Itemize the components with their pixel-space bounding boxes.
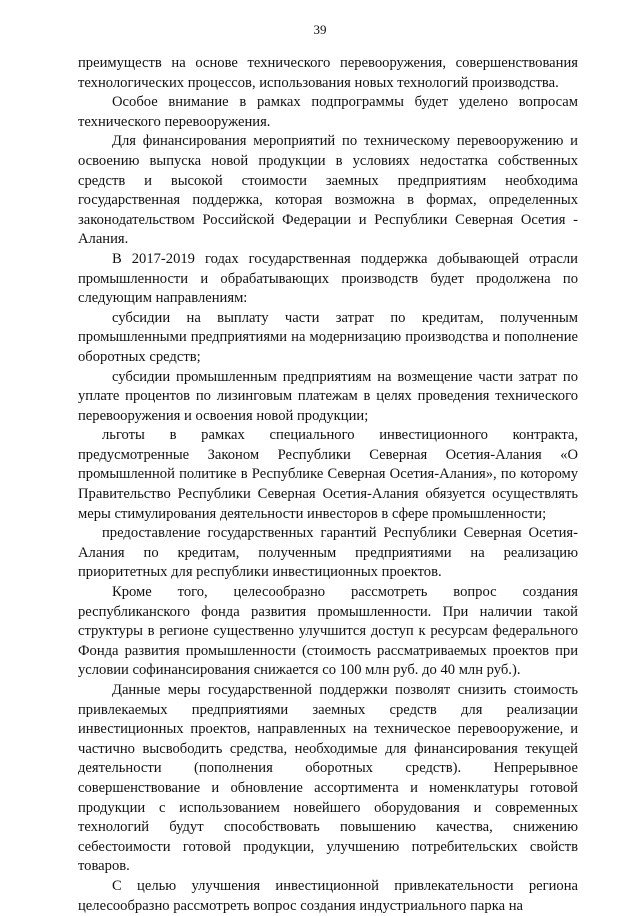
body-text [78,54,578,916]
paragraph: субсидии на выплату части затрат по кредитам, полученным промышленными предприятиями на модернизацию производства и пополнение оборотных средств; [78,309,578,365]
page-number: 39 [313,22,327,37]
paragraph: Кроме того, целесообразно рассмотреть вопрос создания республиканского фонда развития промышленности. При наличии такой структуры в регионе существенно улучшится доступ к ресурсам федерального Фонда развития промышленности (стоимость рассматриваемых проектов при условии софинансирования снижается со 100 млн руб. до 40 млн руб.). [78,584,578,679]
paragraph: предоставление государственных гарантий Республики Северная Осетия-Алания по кредитам, полученным предприятиями на реализацию приоритетных для республики инвестиционных проектов. [78,525,578,581]
paragraph: льготы в рамках специального инвестиционного контракта, предусмотренные Законом Республики Северная Осетия-Алания «О промышленной политике в Республике Северная Осетия-Алания», по которому Правительство Республики Северная Осетия-Алания обязуется осуществлять меры стимулирования деятельности инвесторов в сфере промышленности; [78,427,578,522]
paragraph: субсидии промышленным предприятиям на возмещение части затрат по уплате процентов по лизинговым платежам в целях проведения технического перевооружения и освоения новой продукции; [78,368,578,424]
paragraph: преимуществ на основе технического перевооружения, совершенствования технологических процессов, использования новых технологий производства. [78,55,578,91]
paragraph: Данные меры государственной поддержки позволят снизить стоимость привлекаемых предприятиями заемных средств для реализации инвестиционных проектов, направленных на техническое перевооружение, и частично высвободить средства, необходимые для финансирования текущей деятельности (пополнения оборотных средств). Непрерывное совершенствование и обновление ассортимента и номенклатуры готовой продукции с использованием новейшего оборудования и современных технологий будут способствовать повышению качества, снижению себестоимости готовой продукции, улучшению потребительских свойств товаров. [78,682,578,875]
paragraph: Особое внимание в рамках подпрограммы будет уделено вопросам технического перевооружения. [78,94,578,130]
paragraph: Для финансирования мероприятий по техническому перевооружению и освоению выпуска новой продукции в условиях недостатка собственных средств и высокой стоимости заемных предприятиям необходима государственная поддержка, которая возможна в формах, определенных законодательством Российской Федерации и Республики Северная Осетия - Алания. [78,133,578,248]
paragraph: С целью улучшения инвестиционной привлекательности региона целесообразно рассмотреть вопрос создания индустриального парка на [78,877,578,914]
paragraph: В 2017-2019 годах государственная поддержка добывающей отрасли промышленности и обрабатывающих производств будет продолжена по следующим направлениям: [78,250,578,307]
